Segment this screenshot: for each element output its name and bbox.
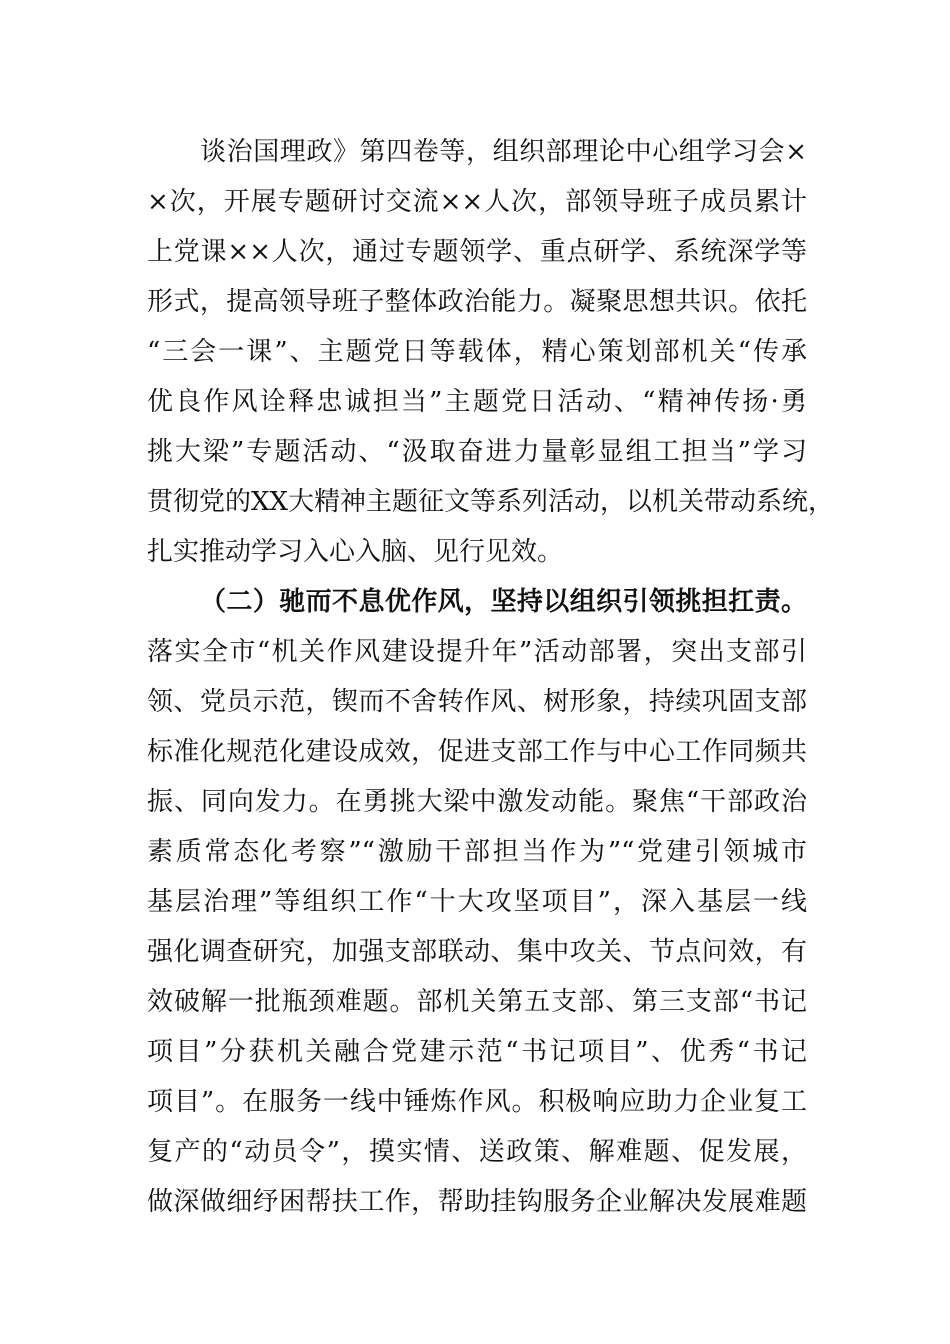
text-line: 落实全市“机关作风建设提升年”活动部署，突出支部引 bbox=[147, 637, 807, 667]
text-line: 项目”分获机关融合党建示范“书记项目”、优秀“书记 bbox=[147, 1037, 807, 1067]
text-line: 振、同向发力。在勇挑大梁中激发动能。聚焦“干部政治 bbox=[147, 787, 807, 817]
text-line: 素质常态化考察”“激励干部担当作为”“党建引领城市 bbox=[147, 837, 807, 867]
text-line: 项目”。在服务一线中锤炼作风。积极响应助力企业复工 bbox=[147, 1087, 807, 1117]
text-line: 效破解一批瓶颈难题。部机关第五支部、第三支部“书记 bbox=[147, 987, 807, 1017]
text-line: 优良作风诠释忠诚担当”主题党日活动、“精神传扬·勇 bbox=[147, 387, 807, 417]
text-line: 谈治国理政》第四卷等，组织部理论中心组学习会× bbox=[200, 137, 807, 167]
text-line: 挑大梁”专题活动、“汲取奋进力量彰显组工担当”学习 bbox=[147, 437, 807, 467]
text-line: 扎实推动学习入心入脑、见行见效。 bbox=[147, 537, 564, 567]
text-line: 基层治理”等组织工作“十大攻坚项目”，深入基层一线 bbox=[147, 887, 807, 917]
text-line: 贯彻党的XX大精神主题征文等系列活动，以机关带动系统， bbox=[147, 487, 835, 517]
text-line: 复产的“动员令”，摸实情、送政策、解难题、促发展， bbox=[147, 1137, 807, 1167]
text-line: 做深做细纾困帮扶工作，帮助挂钩服务企业解决发展难题 bbox=[147, 1187, 807, 1217]
section-heading: （二）驰而不息优作风，坚持以组织引领挑担扛责。 bbox=[200, 587, 807, 617]
text-line: 强化调查研究，加强支部联动、集中攻关、节点问效，有 bbox=[147, 937, 807, 967]
text-line: ×次，开展专题研讨交流××人次，部领导班子成员累计 bbox=[147, 187, 807, 217]
text-line: 标准化规范化建设成效，促进支部工作与中心工作同频共 bbox=[147, 737, 807, 767]
text-line: 领、党员示范，锲而不舍转作风、树形象，持续巩固支部 bbox=[147, 687, 807, 717]
text-line: 形式，提高领导班子整体政治能力。凝聚思想共识。依托 bbox=[147, 287, 807, 317]
text-line: “三会一课”、主题党日等载体，精心策划部机关“传承 bbox=[147, 337, 807, 367]
text-line: 上党课××人次，通过专题领学、重点研学、系统深学等 bbox=[147, 237, 807, 267]
